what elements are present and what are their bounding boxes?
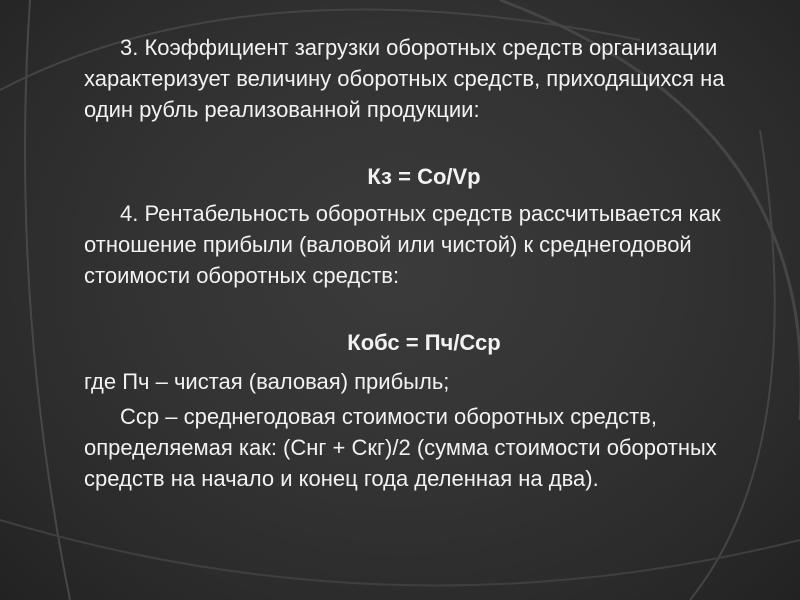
slide-content [84,32,744,494]
formula-kobs: Кобс = Пч/Сср [347,330,501,355]
paragraph-load-coefficient: 3. Коэффициент загрузки оборотных средств организации характеризует величину оборотных средств, приходящихся на один рубль реализованной продукции: [84,35,725,122]
ccp-definition: Сср – среднегодовая стоимости оборотных средств, определяемая как: (Снг + Скг)/2 (сумма стоимости оборотных средств на начало и конец года деленная на два). [84,404,717,491]
formula-kz: Кз = Со/Vр [367,164,481,189]
paragraph-profitability: 4. Рентабельность оборотных средств рассчитывается как отношение прибыли (валовой или чистой) к среднегодовой стоимости оборотных средств: [84,201,721,288]
where-line: где Пч – чистая (валовая) прибыль; [84,369,450,394]
